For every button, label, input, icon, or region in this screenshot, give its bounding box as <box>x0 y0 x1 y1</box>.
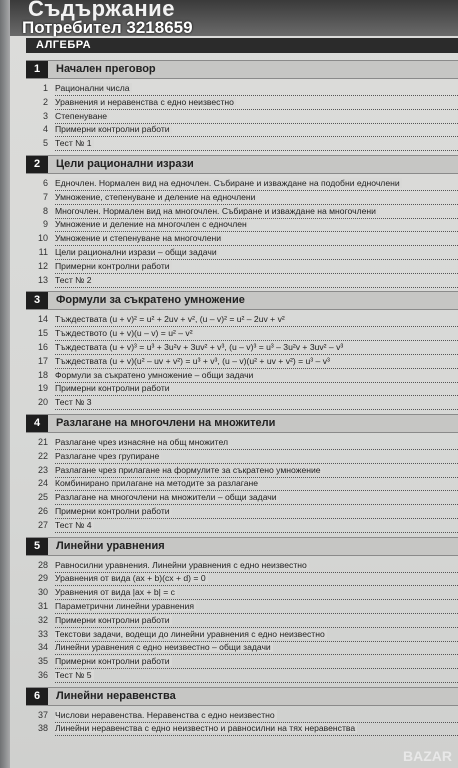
entry-number: 22 <box>37 450 48 461</box>
entry-number: 23 <box>37 464 48 475</box>
entry-title: Примерни контролни работи <box>55 614 170 625</box>
entry-title-line <box>55 137 458 151</box>
entry-title: Тест № 1 <box>55 138 92 149</box>
entry-number: 1 <box>42 83 48 93</box>
entry-title-line <box>55 505 458 519</box>
entry-title-line <box>55 327 458 341</box>
chapter-heading[interactable] <box>26 537 458 556</box>
chapter-title: Линейни уравнения <box>56 539 165 552</box>
entry-title: Тъждествата (u + v)² = u² + 2uv + v², (u – v)² = u² – 2uv + v² <box>55 314 285 325</box>
entry-title-line <box>55 177 458 191</box>
entry-number: 2 <box>42 96 48 107</box>
entry-title-line <box>55 396 458 410</box>
entry-number: 38 <box>37 723 48 734</box>
chapter-heading[interactable] <box>26 687 458 706</box>
entry-title-line <box>55 464 458 478</box>
entry-title: Умножение и степенуване на многочлени <box>55 233 222 244</box>
toc-entry[interactable] <box>26 205 458 218</box>
chapter-heading[interactable] <box>26 414 458 433</box>
entry-title: Тъждествата (u + v)³ = u³ + 3u²v + 3uv² + v³, (u – v)³ = u³ – 3u²v + 3uv² – v³ <box>55 341 344 352</box>
chapter-title: Разлагане на многочлени на множители <box>56 416 276 429</box>
entry-number: 27 <box>37 519 48 530</box>
entry-title-line <box>55 586 458 600</box>
entry-title: Примерни контролни работи <box>55 260 170 271</box>
entry-title: Разлагане чрез изнасяне на общ множител <box>55 436 229 447</box>
toc-entry[interactable] <box>26 274 458 287</box>
toc-entry[interactable] <box>26 369 458 382</box>
entry-number: 31 <box>37 600 48 611</box>
entry-title: Разлагане на многочлени на множители – общи задачи <box>55 492 277 503</box>
toc-entry[interactable] <box>26 628 458 641</box>
part-heading-label: АЛГЕБРА <box>36 39 92 51</box>
toc-entry[interactable] <box>26 572 458 585</box>
entry-title: Едночлен. Нормален вид на едночлен. Събиране и изваждане на подобни едночлени <box>55 177 400 188</box>
entry-title-line <box>55 436 458 450</box>
toc-entry[interactable] <box>26 586 458 599</box>
entry-number: 14 <box>37 314 48 325</box>
toc-entry[interactable] <box>26 313 458 326</box>
entry-number: 6 <box>42 177 48 188</box>
toc-entry[interactable] <box>26 137 458 150</box>
entry-number: 7 <box>42 191 48 202</box>
entry-title-line <box>55 655 458 669</box>
entry-title-line <box>55 614 458 628</box>
document-page <box>8 0 458 768</box>
toc-entry[interactable] <box>26 110 458 123</box>
toc-entry[interactable] <box>26 491 458 504</box>
entry-title-line <box>55 96 458 110</box>
toc-entry[interactable] <box>26 218 458 231</box>
entry-title: Примерни контролни работи <box>55 656 170 667</box>
watermark: Потребител 3218659 <box>22 18 193 37</box>
toc-entry[interactable] <box>26 82 458 95</box>
entry-number: 28 <box>37 559 48 570</box>
entry-number: 24 <box>37 478 48 489</box>
entry-title-line <box>55 341 458 355</box>
chapter-number: 3 <box>26 292 48 309</box>
entry-title: Умножение, степенуване и деление на едночлени <box>55 191 256 202</box>
entry-title: Степенуване <box>55 110 108 121</box>
entry-number: 20 <box>37 397 48 408</box>
toc-entry[interactable] <box>26 382 458 395</box>
entry-title-line <box>55 491 458 505</box>
entry-title: Уравнения и неравенства с едно неизвестно <box>55 96 234 107</box>
chapter-title: Формули за съкратено умножение <box>56 294 245 307</box>
entry-number: 29 <box>37 573 48 584</box>
entry-number: 12 <box>37 260 48 271</box>
toc-entry[interactable] <box>26 232 458 245</box>
entry-number: 18 <box>37 369 48 380</box>
entry-title: Тъждеството (u + v)(u – v) = u² – v² <box>55 328 193 339</box>
entry-title-line <box>55 600 458 614</box>
entry-title: Числови неравенства. Неравенства с едно неизвестно <box>55 709 275 720</box>
toc-entry[interactable] <box>26 477 458 490</box>
toc-entry[interactable] <box>26 327 458 340</box>
part-heading <box>26 38 458 53</box>
entry-title-line <box>55 82 458 96</box>
entry-number: 8 <box>42 205 48 216</box>
entry-number: 37 <box>37 709 48 720</box>
toc-entry[interactable] <box>26 505 458 518</box>
entry-title-line <box>55 313 458 327</box>
entry-title-line <box>55 628 458 642</box>
chapter-number: 5 <box>26 538 48 555</box>
entry-number: 13 <box>37 274 48 285</box>
chapter-title: Цели рационални изрази <box>56 157 194 170</box>
entry-title-line <box>55 205 458 219</box>
entry-number: 9 <box>42 219 48 230</box>
entry-title: Равносилни уравнения. Линейни уравнения с едно неизвестно <box>55 559 307 570</box>
toc-entry[interactable] <box>26 246 458 259</box>
chapter-number: 1 <box>26 61 48 78</box>
entry-title-line <box>55 722 458 736</box>
toc-entry[interactable] <box>26 450 458 463</box>
entry-number: 5 <box>42 138 48 149</box>
toc-entry[interactable] <box>26 464 458 477</box>
toc-entry[interactable] <box>26 559 458 572</box>
entry-number: 19 <box>37 383 48 394</box>
entry-title: Линейни неравенства с едно неизвестно и равносилни на тях неравенства <box>55 723 356 734</box>
entry-title: Разлагане чрез прилагане на формулите за съкратено умножение <box>55 464 321 475</box>
chapter-gap <box>26 736 458 740</box>
chapter-number: 4 <box>26 415 48 432</box>
entry-number: 34 <box>37 642 48 653</box>
entry-title: Текстови задачи, водещи до линейни уравнения с едно неизвестно <box>55 628 325 639</box>
entry-title: Линейни уравнения с едно неизвестно – общи задачи <box>55 642 271 653</box>
entry-title-line <box>55 191 458 205</box>
entry-title: Примерни контролни работи <box>55 383 170 394</box>
entry-number: 30 <box>37 587 48 598</box>
chapter-heading[interactable] <box>26 291 458 310</box>
entry-number: 10 <box>37 233 48 244</box>
toc-entry[interactable] <box>26 96 458 109</box>
chapter-title: Начален преговор <box>56 63 156 75</box>
entry-title-line <box>55 232 458 246</box>
toc-entry[interactable] <box>26 341 458 354</box>
entry-title-line <box>55 274 458 288</box>
entry-title: Комбинирано прилагане на методите за разлагане <box>55 478 259 489</box>
entry-number: 15 <box>37 328 48 339</box>
chapter-number: 6 <box>26 688 48 705</box>
entry-number: 17 <box>37 355 48 366</box>
toc-entry[interactable] <box>26 260 458 273</box>
entry-number: 25 <box>37 492 48 503</box>
entry-number: 16 <box>37 341 48 352</box>
toc-entry[interactable] <box>26 396 458 409</box>
entry-title-line <box>55 110 458 124</box>
entry-number: 21 <box>37 436 48 447</box>
entry-title: Разлагане чрез групиране <box>55 450 160 461</box>
entry-number: 36 <box>37 669 48 680</box>
toc-entry[interactable] <box>26 655 458 668</box>
toc-entry[interactable] <box>26 722 458 735</box>
entry-title-line <box>55 355 458 369</box>
entry-title-line <box>55 572 458 586</box>
entry-title: Рационални числа <box>55 83 130 93</box>
entry-number: 4 <box>42 124 48 135</box>
entry-number: 3 <box>42 110 48 121</box>
entry-number: 32 <box>37 614 48 625</box>
chapter-heading[interactable] <box>26 155 458 174</box>
entry-title: Уравнения от вида |ax + b| = c <box>55 587 175 598</box>
entry-number: 33 <box>37 628 48 639</box>
entry-title: Цели рационални изрази – общи задачи <box>55 246 217 257</box>
toc-entry[interactable] <box>26 600 458 613</box>
toc-entry[interactable] <box>26 669 458 682</box>
entry-number: 26 <box>37 505 48 516</box>
entry-title: Тъждествата (u + v)(u² – uv + v²) = u³ + v³, (u – v)(u² + uv + v²) = u³ – v³ <box>55 355 330 366</box>
entry-number: 11 <box>38 246 48 257</box>
toc-entry[interactable] <box>26 614 458 627</box>
entry-title-line <box>55 477 458 491</box>
entry-title-line <box>55 260 458 274</box>
toc-entry[interactable] <box>26 123 458 136</box>
entry-title-line <box>55 709 458 723</box>
entry-title-line <box>55 218 458 232</box>
chapter-title: Линейни неравенства <box>56 689 176 702</box>
chapter-number: 2 <box>26 156 48 173</box>
entry-title: Формули за съкратено умножение – общи задачи <box>55 369 254 380</box>
toc-entry[interactable] <box>26 709 458 722</box>
entry-title: Многочлен. Нормален вид на многочлен. Събиране и изваждане на многочлени <box>55 205 376 216</box>
entry-title: Тест № 3 <box>55 397 92 408</box>
toc-entry[interactable] <box>26 191 458 204</box>
toc-entry[interactable] <box>26 355 458 368</box>
entry-title-line <box>55 641 458 655</box>
entry-title: Параметрични линейни уравнения <box>55 600 194 611</box>
entry-title-line <box>55 123 458 137</box>
bazar-logo: BAZAR <box>403 748 452 764</box>
entry-title: Тест № 2 <box>55 274 92 285</box>
toc-entry[interactable] <box>26 519 458 532</box>
entry-title-line <box>55 669 458 683</box>
entry-title: Уравнения от вида (ax + b)(cx + d) = 0 <box>55 573 206 584</box>
entry-title-line <box>55 382 458 396</box>
entry-title: Тест № 5 <box>55 669 92 680</box>
entry-title-line <box>55 369 458 383</box>
page-title: Съдържание <box>28 0 175 21</box>
entry-title: Примерни контролни работи <box>55 124 170 135</box>
toc-entry[interactable] <box>26 436 458 449</box>
toc-entry[interactable] <box>26 177 458 190</box>
book-binding <box>0 0 10 768</box>
entry-title: Умножение и деление на многочлен с едночлен <box>55 219 247 230</box>
entry-title-line <box>55 519 458 533</box>
entry-title-line <box>55 450 458 464</box>
entry-title: Тест № 4 <box>55 519 92 530</box>
entry-title-line <box>55 246 458 260</box>
table-of-contents <box>26 60 458 740</box>
entry-title: Примерни контролни работи <box>55 505 170 516</box>
chapter-heading[interactable] <box>26 60 458 79</box>
toc-entry[interactable] <box>26 641 458 654</box>
entry-title-line <box>55 559 458 573</box>
entry-number: 35 <box>37 656 48 667</box>
